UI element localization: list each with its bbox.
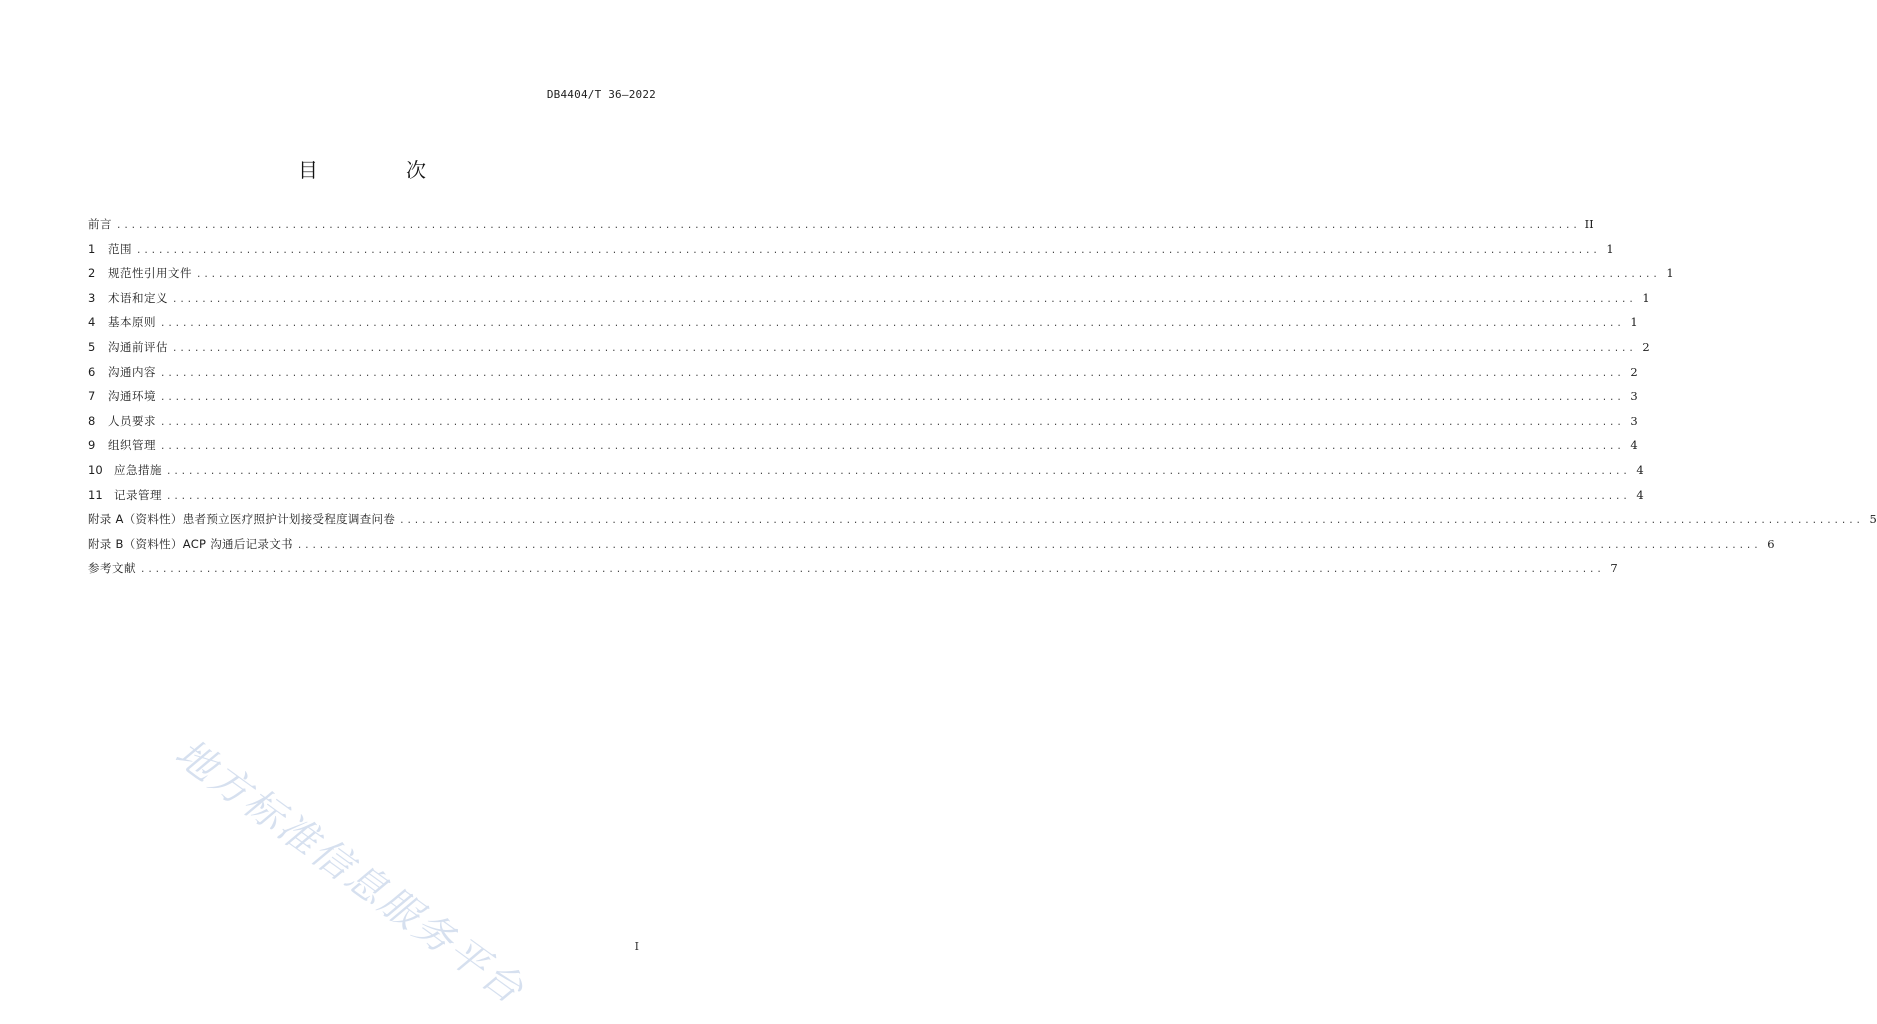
toc-entry-page: 3 (1630, 413, 1638, 428)
toc-entry-number: 8 (88, 413, 96, 428)
toc-entry-label: 组织管理 (108, 438, 156, 453)
toc-dot-leader: ........................................................................................................................................................................................................ (160, 368, 1624, 379)
toc-title: 目 次 (298, 158, 460, 182)
toc-dot-leader: ........................................................................................................................................................................................................ (160, 393, 1624, 404)
toc-entry-label: 附录 A（资料性） (88, 512, 183, 527)
toc-entry-page: 4 (1636, 462, 1644, 477)
toc-dot-leader: ........................................................................................................................................................................................................ (136, 245, 1600, 256)
toc-entry-number: 5 (88, 339, 96, 354)
toc-dot-leader: ........................................................................................................................................................................................................ (172, 294, 1636, 305)
toc-entry-label: 术语和定义 (108, 290, 168, 305)
toc-entry-label: 范围 (108, 241, 132, 256)
toc-dot-leader: ........................................................................................................................................................................................................ (160, 417, 1624, 428)
toc-entry[interactable] (88, 241, 1614, 266)
toc-entry[interactable] (88, 339, 1650, 364)
document-code: DB4404/T 36—2022 (546, 88, 656, 101)
toc-dot-leader: ........................................................................................................................................................................................................ (160, 319, 1624, 330)
watermark: 地方标准信息服务平台 (166, 730, 533, 1014)
toc-entry[interactable] (88, 487, 1644, 512)
toc-entry-page: 1 (1606, 241, 1614, 256)
toc-entry-number: 1 (88, 241, 96, 256)
toc-entry-page: II (1584, 217, 1594, 231)
toc-entry-label: 附录 B（资料性） (88, 536, 183, 551)
toc-dot-leader: ........................................................................................................................................................................................................ (166, 491, 1630, 502)
toc-entry[interactable] (88, 290, 1650, 315)
toc-dot-leader: ........................................................................................................................................................................................................ (172, 343, 1636, 354)
toc-entry[interactable] (88, 413, 1638, 438)
toc-dot-leader: ........................................................................................................................................................................................................ (399, 516, 1863, 527)
toc-entry-page: 2 (1642, 339, 1650, 354)
toc-entry-label: 基本原则 (108, 315, 156, 330)
toc-entry-page: 1 (1666, 266, 1674, 281)
toc-entry[interactable] (88, 437, 1638, 462)
toc-entry-number: 9 (88, 438, 96, 453)
toc-entry-label: 沟通环境 (108, 389, 156, 404)
toc-entry[interactable] (88, 364, 1638, 389)
toc-entry-page: 1 (1642, 290, 1650, 305)
toc-entry[interactable] (88, 388, 1638, 413)
toc-entry-label: 规范性引用文件 (108, 266, 192, 281)
toc-entry-page: 2 (1630, 364, 1638, 379)
toc-entry[interactable] (88, 265, 1674, 290)
toc-entry-label: 沟通内容 (108, 364, 156, 379)
toc-entry-page: 5 (1869, 512, 1877, 527)
toc-entry-number: 7 (88, 389, 96, 404)
toc-dot-leader: ........................................................................................................................................................................................................ (296, 540, 1761, 551)
toc-dot-leader: ........................................................................................................................................................................................................ (140, 565, 1604, 576)
toc-entry-number: 11 (88, 487, 103, 502)
toc-dot-leader: ........................................................................................................................................................................................................ (160, 442, 1624, 453)
table-of-contents (88, 216, 1877, 585)
toc-entry-number: 6 (88, 364, 96, 379)
toc-entry[interactable] (88, 314, 1638, 339)
toc-entry-label: 应急措施 (114, 462, 162, 477)
toc-dot-leader: ........................................................................................................................................................................................................ (166, 466, 1630, 477)
toc-entry-number: 3 (88, 290, 96, 305)
toc-entry[interactable] (88, 560, 1618, 585)
toc-entry-page: 1 (1630, 315, 1638, 330)
toc-entry-page: 6 (1767, 536, 1775, 551)
toc-entry[interactable] (88, 511, 1877, 536)
toc-entry-annex-title: 患者预立医疗照护计划接受程度调查问卷 (182, 512, 396, 527)
toc-entry-label: 前言 (88, 217, 112, 231)
page-number: I (634, 940, 639, 953)
toc-entry[interactable] (88, 462, 1644, 487)
toc-entry-label: 人员要求 (108, 413, 156, 428)
toc-entry[interactable] (88, 216, 1594, 241)
toc-entry-page: 7 (1610, 561, 1618, 576)
toc-entry[interactable] (88, 536, 1775, 561)
toc-entry-label: 记录管理 (114, 487, 162, 502)
toc-entry-number: 2 (88, 266, 96, 281)
toc-entry-page: 3 (1630, 389, 1638, 404)
toc-entry-label: 沟通前评估 (108, 339, 168, 354)
toc-entry-annex-title: ACP 沟通后记录文书 (182, 536, 293, 551)
toc-entry-number: 10 (88, 462, 103, 477)
toc-entry-number: 4 (88, 315, 96, 330)
toc-entry-label: 参考文献 (88, 561, 136, 576)
toc-dot-leader: ........................................................................................................................................................................................................ (196, 270, 1660, 281)
toc-entry-page: 4 (1630, 438, 1638, 453)
toc-entry-page: 4 (1636, 487, 1644, 502)
toc-dot-leader: ........................................................................................................................................................................................................ (116, 221, 1580, 231)
